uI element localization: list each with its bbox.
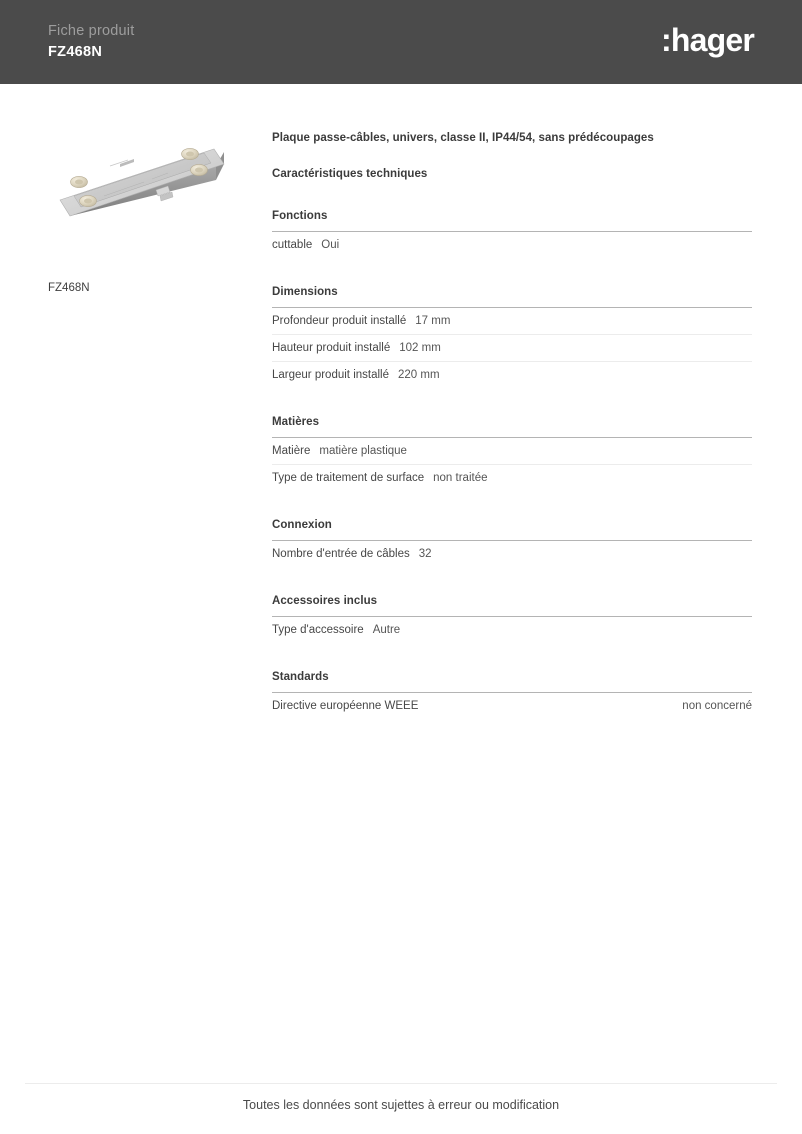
spec-row-label: Type de traitement de surface <box>272 472 425 484</box>
spec-section <box>272 669 752 719</box>
product-photo <box>48 104 238 244</box>
spec-row <box>272 465 752 491</box>
spec-row-label: Type d'accessoire <box>272 624 364 636</box>
spec-section-heading: Standards <box>272 669 752 693</box>
header-product-identity <box>48 22 134 62</box>
technical-characteristics-title: Caractéristiques techniques <box>272 168 428 180</box>
spec-row-value: 102 mm <box>399 342 441 354</box>
spec-row-label: Nombre d'entrée de câbles <box>272 548 410 560</box>
hager-logo: :hager <box>661 22 754 58</box>
spec-row-value: 220 mm <box>398 369 440 381</box>
spec-section <box>272 284 752 388</box>
specifications-column <box>272 130 752 719</box>
page-footer <box>25 1083 777 1114</box>
product-description: Plaque passe-câbles, univers, classe II, IP44/54, sans prédécoupages <box>272 132 654 144</box>
spec-section-heading: Connexion <box>272 517 752 541</box>
spec-section <box>272 208 752 258</box>
header-eyebrow: Fiche produit <box>48 23 135 39</box>
spec-row-value: Oui <box>321 239 340 251</box>
spec-row <box>272 335 752 362</box>
spec-row-label: Hauteur produit installé <box>272 342 391 354</box>
spec-section <box>272 517 752 567</box>
specification-sections <box>272 208 752 719</box>
product-image-caption: FZ468N <box>48 282 90 294</box>
spec-row-value: non concerné <box>682 700 752 712</box>
spec-row <box>272 541 752 567</box>
spec-section-heading: Dimensions <box>272 284 752 308</box>
spec-row-value: Autre <box>372 624 401 636</box>
spec-row <box>272 617 752 643</box>
cable-entry-plate-illustration <box>48 104 238 244</box>
spec-row <box>272 438 752 465</box>
spec-row-label: Largeur produit installé <box>272 369 389 381</box>
footer-disclaimer: Toutes les données sont sujettes à erreur ou modification <box>242 1098 560 1112</box>
spec-row-label: cuttable <box>272 239 313 251</box>
spec-row <box>272 362 752 388</box>
spec-section <box>272 414 752 491</box>
spec-row-value: 17 mm <box>415 315 451 327</box>
spec-section-heading: Fonctions <box>272 208 752 232</box>
header-product-reference: FZ468N <box>48 44 103 60</box>
spec-row <box>272 232 752 258</box>
spec-row-label: Profondeur produit installé <box>272 315 407 327</box>
spec-row-value: matière plastique <box>319 445 407 457</box>
spec-row <box>272 308 752 335</box>
spec-row-value: non traitée <box>433 472 488 484</box>
spec-row-value: 32 <box>418 548 432 560</box>
spec-section-heading: Accessoires inclus <box>272 593 752 617</box>
spec-section-heading: Matières <box>272 414 752 438</box>
product-image-column <box>48 104 248 296</box>
spec-row-label: Matière <box>272 445 311 457</box>
page-header <box>0 0 802 84</box>
spec-row <box>272 693 752 719</box>
spec-row-label: Directive européenne WEEE <box>272 700 419 712</box>
spec-section <box>272 593 752 643</box>
